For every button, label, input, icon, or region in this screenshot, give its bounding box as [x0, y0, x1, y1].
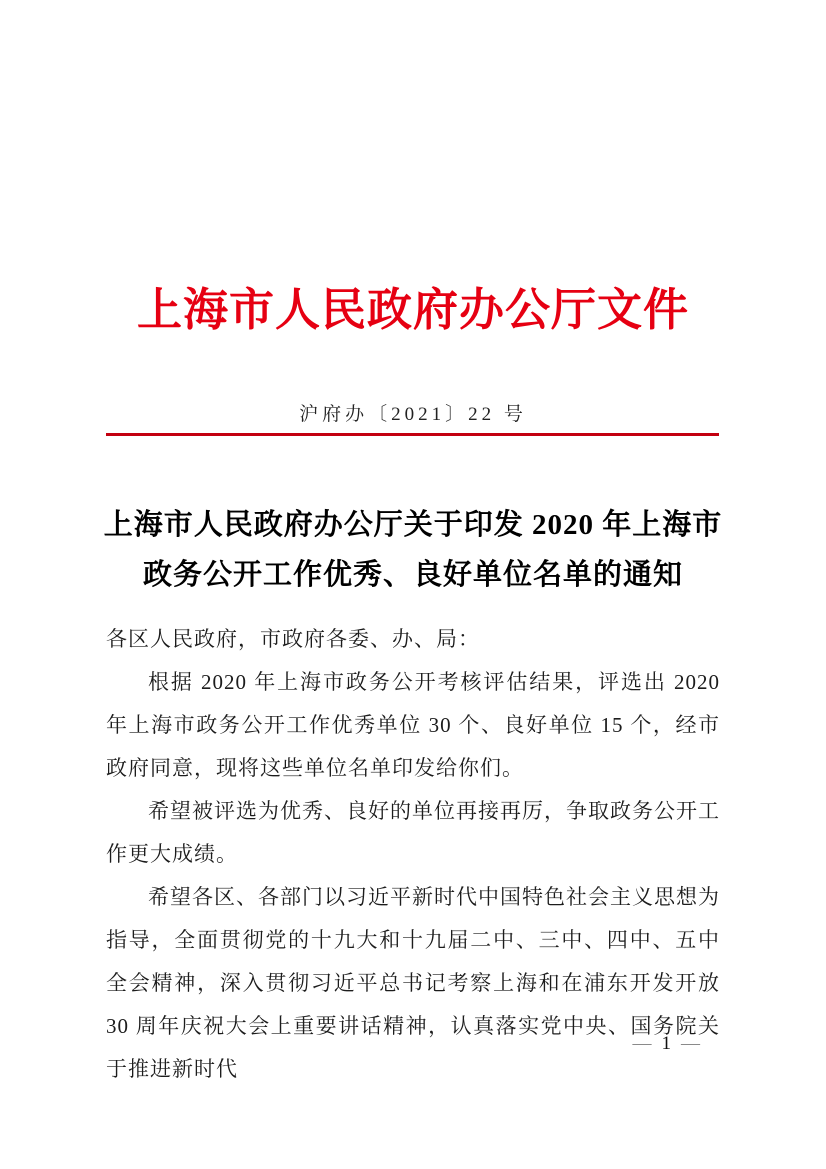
document-number: 沪府办〔2021〕22 号 — [299, 404, 527, 425]
document-title-line1: 上海市人民政府办公厅关于印发 2020 年上海市 — [103, 509, 723, 541]
salutation-line: 各区人民政府，市政府各委、办、局： — [106, 627, 480, 651]
document-title — [53, 500, 773, 600]
body-paragraph-3: 希望各区、各部门以习近平新时代中国特色社会主义思想为指导，全面贯彻党的十九大和十九届二中、三中、四中、五中全会精神，深入贯彻习近平总书记考察上海和在浦东开发开放 30 周年庆祝大会上重要讲话精神，认真落实党中央、国务院关于推进新时代 — [106, 885, 720, 1081]
document-title-line2: 政务公开工作优秀、良好单位名单的通知 — [142, 559, 683, 591]
document-body — [106, 618, 720, 1091]
page-number-dash-left: — — [632, 1033, 652, 1054]
page-number-dash-right: — — [681, 1033, 700, 1054]
page-number — [623, 1033, 711, 1055]
body-paragraph-2: 希望被评选为优秀、良好的单位再接再厉，争取政务公开工作更大成绩。 — [106, 799, 720, 866]
body-paragraph-1: 根据 2020 年上海市政务公开考核评估结果，评选出 2020 年上海市政务公开工作优秀单位 30 个、良好单位 15 个，经市政府同意，现将这些单位名单印发给你们。 — [106, 670, 720, 780]
page-number-value: 1 — [661, 1033, 671, 1054]
red-divider-line — [106, 433, 719, 436]
letterhead-title: 上海市人民政府办公厅文件 — [136, 285, 689, 335]
